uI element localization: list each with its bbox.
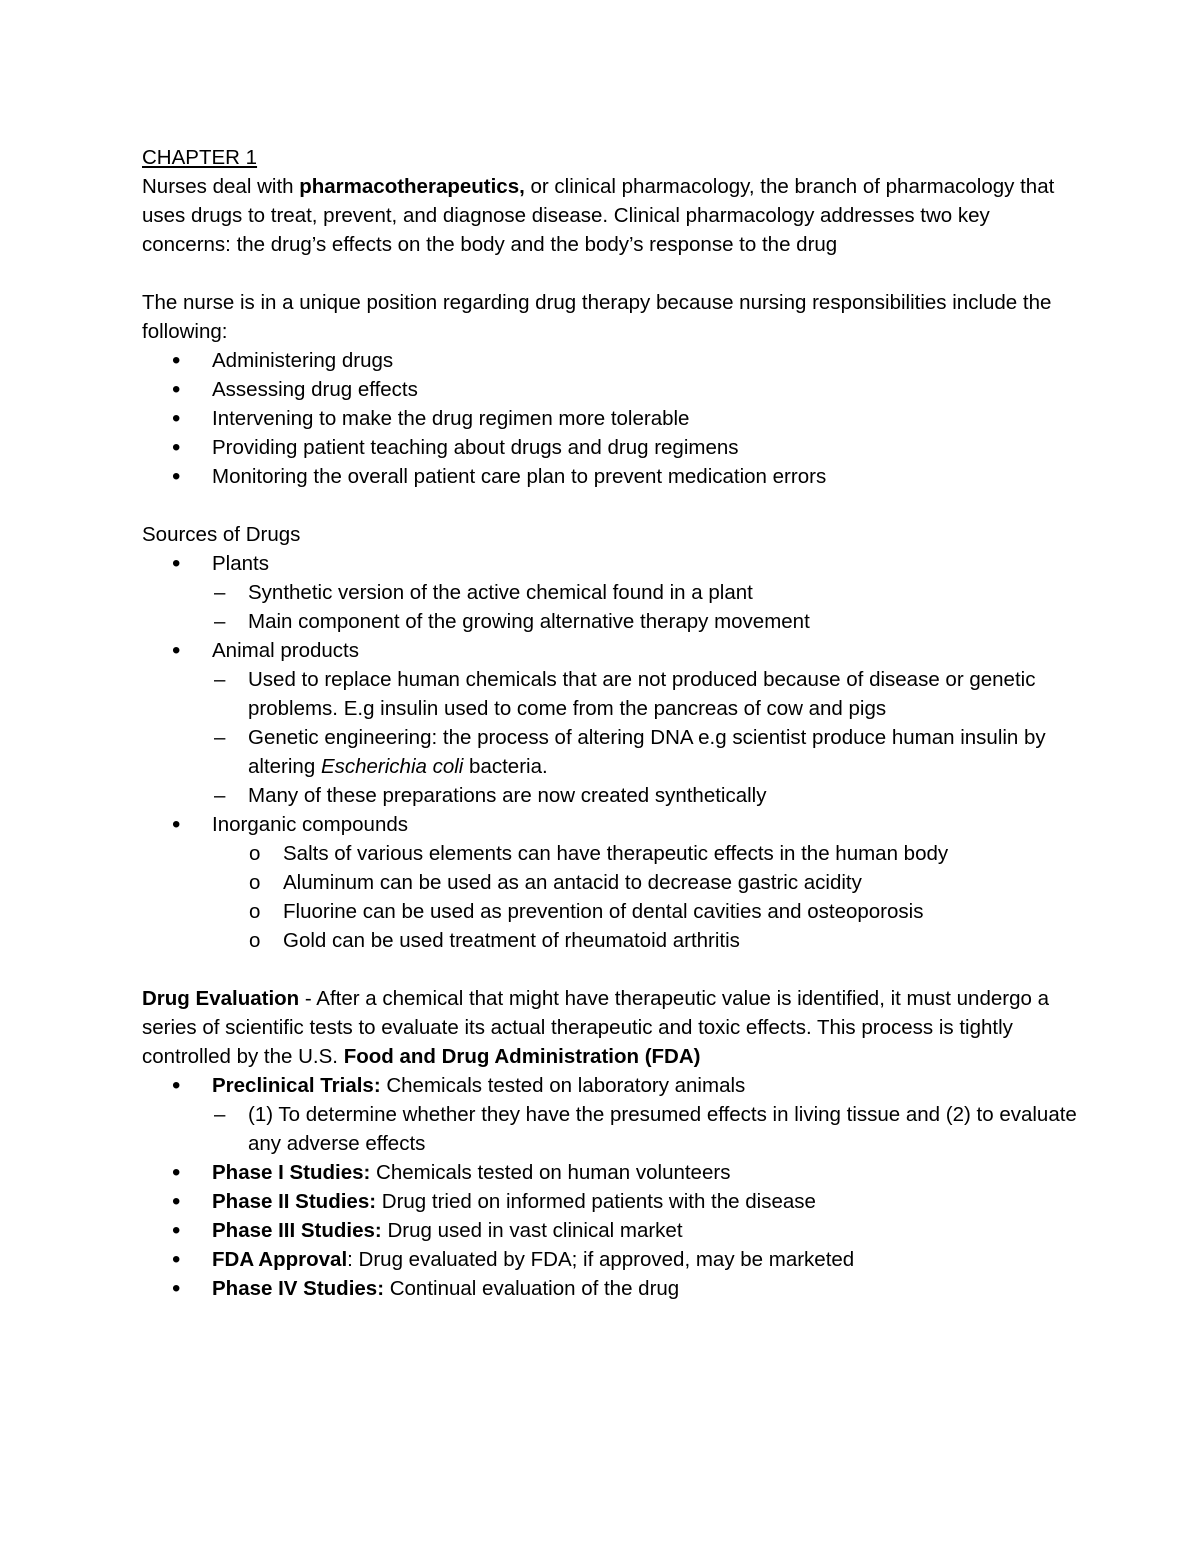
drug-evaluation-heading: Drug Evaluation <box>142 987 300 1010</box>
phase-item: • Phase I Studies: Chemicals tested on human volunteers <box>142 1158 1082 1187</box>
list-item: – (1) To determine whether they have the presumed effects in living tissue and (2) to evaluate any adverse effects <box>142 1100 1082 1158</box>
phase-item: • FDA Approval: Drug evaluated by FDA; if approved, may be marketed <box>142 1245 1082 1274</box>
list-item: • Providing patient teaching about drugs and drug regimens <box>142 433 1082 462</box>
list-item: – Many of these preparations are now created synthetically <box>142 781 1082 810</box>
list-item: – Synthetic version of the active chemical found in a plant <box>142 578 1082 607</box>
list-item: • Administering drugs <box>142 346 1082 375</box>
list-item: • Assessing drug effects <box>142 375 1082 404</box>
list-item: • Monitoring the overall patient care plan to prevent medication errors <box>142 462 1082 491</box>
drug-evaluation-paragraph: Drug Evaluation - After a chemical that might have therapeutic value is identified, it must undergo a series of scientific tests to evaluate its actual therapeutic and toxic effects. This process is tightly controlled by the U.S. Food and Drug Administration (FDA) <box>142 987 1049 1068</box>
sources-list <box>142 549 1082 955</box>
list-item: o Salts of various elements can have therapeutic effects in the human body <box>142 839 1082 868</box>
phase-item: • Phase III Studies: Drug used in vast clinical market <box>142 1216 1082 1245</box>
sources-heading: Sources of Drugs <box>142 523 301 546</box>
document-body <box>142 143 1082 1303</box>
phase-item: • Phase IV Studies: Continual evaluation of the drug <box>142 1274 1082 1303</box>
nurse-role-lead: The nurse is in a unique position regarding drug therapy because nursing responsibilities include the following: <box>142 291 1052 343</box>
list-item: o Aluminum can be used as an antacid to decrease gastric acidity <box>142 868 1082 897</box>
list-item: – Used to replace human chemicals that are not produced because of disease or genetic problems. E.g insulin used to come from the pancreas of cow and pigs <box>142 665 1082 723</box>
preclinical-item: • Preclinical Trials: Chemicals tested on laboratory animals <box>142 1071 1082 1100</box>
nurse-responsibilities-list <box>142 346 1082 491</box>
list-item: o Fluorine can be used as prevention of dental cavities and osteoporosis <box>142 897 1082 926</box>
list-item: – Main component of the growing alternative therapy movement <box>142 607 1082 636</box>
pharmacotherapeutics-term: pharmacotherapeutics, <box>299 175 525 198</box>
inorganic-compounds-item: • Inorganic compounds <box>142 810 1082 839</box>
phase-item: • Phase II Studies: Drug tried on informed patients with the disease <box>142 1187 1082 1216</box>
animal-products-item: • Animal products <box>142 636 1082 665</box>
fda-term: Food and Drug Administration (FDA) <box>343 1045 701 1068</box>
evaluation-list <box>142 1071 1082 1303</box>
list-item: • Intervening to make the drug regimen more tolerable <box>142 404 1082 433</box>
plants-item: • Plants <box>142 549 1082 578</box>
intro-paragraph: Nurses deal with pharmacotherapeutics, or clinical pharmacology, the branch of pharmacology that uses drugs to treat, prevent, and diagnose disease. Clinical pharmacology addresses two key concerns: the drug’s effects on the body and the body’s response to the drug <box>142 175 1055 256</box>
list-item: – Genetic engineering: the process of altering DNA e.g scientist produce human insulin by altering Escherichia coli bacteria. <box>142 723 1082 781</box>
chapter-title: CHAPTER 1 <box>142 146 258 169</box>
ecoli-term: Escherichia coli <box>320 755 464 778</box>
list-item: o Gold can be used treatment of rheumatoid arthritis <box>142 926 1082 955</box>
